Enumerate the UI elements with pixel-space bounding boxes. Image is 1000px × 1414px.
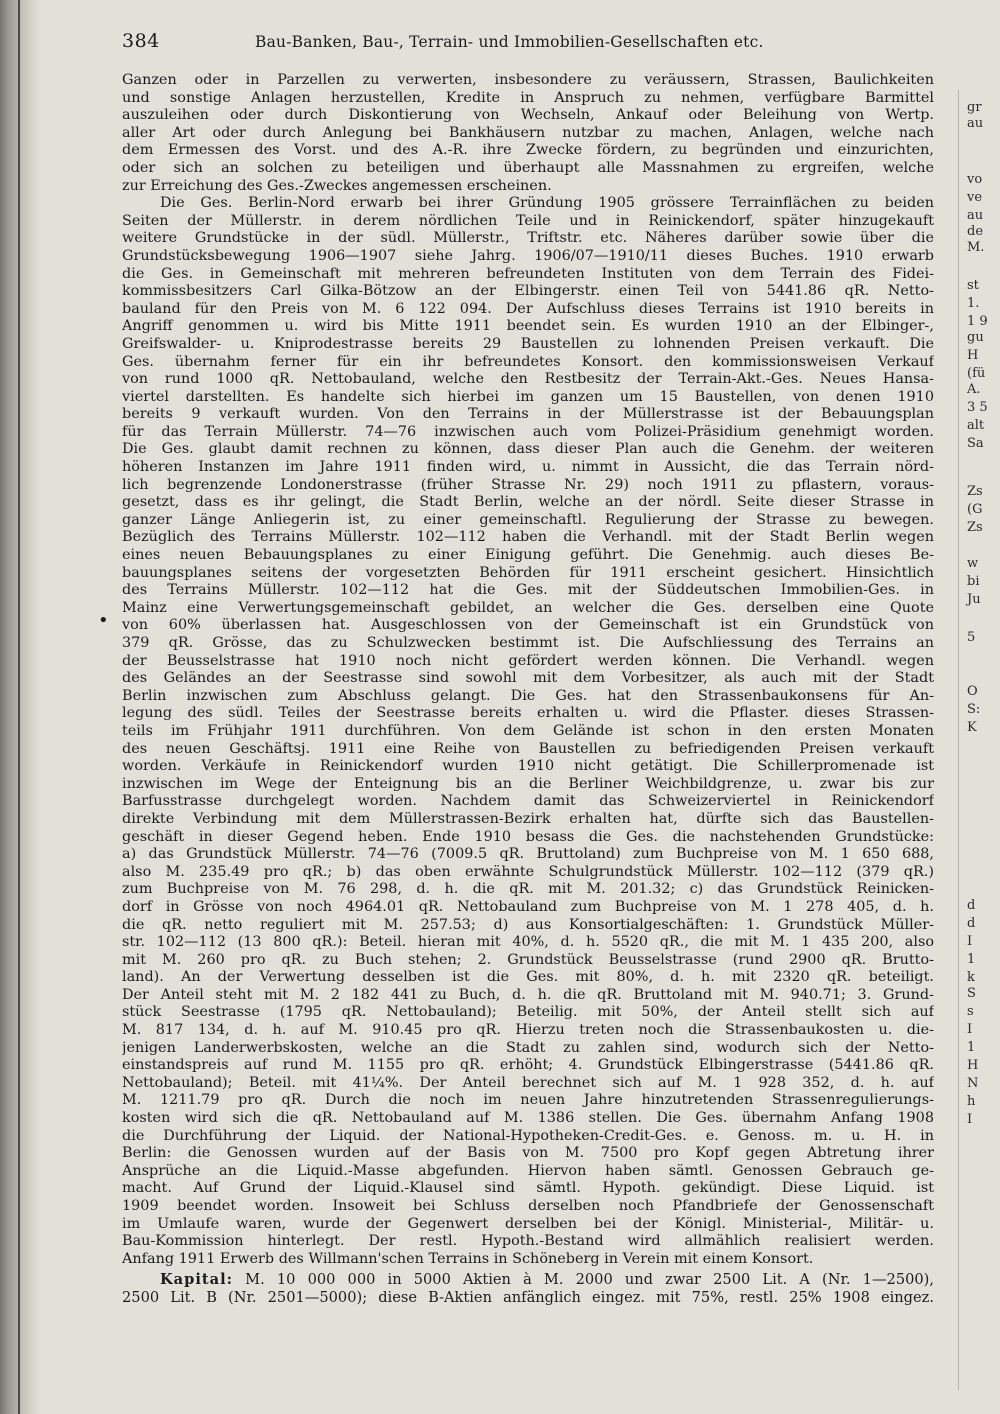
text-line: oder sich an solchen zu beteiligen und überhaupt alle Massnahmen zu ergreifen, welche (122, 159, 934, 176)
adjacent-page-fragment: ve (967, 190, 983, 205)
adjacent-page-fragment: S: (967, 702, 981, 717)
text-line: str. 102—112 (13 800 qR.): Beteil. hieran mit 40%, d. h. 5520 qR., die mit M. 1 435 200, also (122, 934, 934, 951)
adjacent-page-fragment: 1 (967, 1040, 976, 1055)
text-line: 1909 beendet worden. Insoweit bei Schluss derselben noch Pfandbriefe der Genossenschaft (122, 1198, 934, 1214)
running-title: Bau-Banken, Bau-, Terrain- und Immobilien-Gesellschaften etc. (255, 33, 764, 51)
text-line: für das Terrain Müllerstr. 74—76 inzwischen auch vom Polizei-Präsidium genehmigt worden. (122, 423, 934, 440)
text-line: dorf in Grösse von noch 4964.01 qR. Nettobauland zum Buchpreise von M. 1 278 405, d. h. (122, 898, 934, 915)
text-line: Ges. übernahm ferner für ein ihr befreundetes Konsort. den kommissionsweisen Verkauf (122, 353, 934, 370)
adjacent-page-margin (958, 90, 1000, 1390)
body-text (122, 72, 934, 1307)
text-line: einstandspreis auf rund M. 1155 pro qR. erhöht; 4. Grundstück Elbingerstrasse (5441.86 qR. (122, 1057, 934, 1074)
text-line: viertel darstellten. Es handelte sich hierbei im ganzen um 15 Baustellen, von denen 1910 (122, 388, 934, 405)
adjacent-page-fragment: w (967, 556, 979, 571)
adjacent-page-fragment: I (967, 1022, 973, 1037)
adjacent-page-fragment: au (967, 116, 984, 131)
text-line: von rund 1000 qR. Nettobauland, welche den Restbesitz der Terrain-Akt.-Ges. Neues Hansa- (122, 371, 934, 388)
adjacent-page-fragment: s (967, 1004, 974, 1019)
adjacent-page-fragment: d (967, 898, 976, 913)
adjacent-page-fragment: 5 (967, 630, 976, 645)
text-line: zum Buchpreise von M. 76 298, d. h. die qR. mit M. 201.32; c) das Grundstück Reinicken- (122, 881, 934, 898)
adjacent-page-fragment: 1 (967, 952, 976, 967)
adjacent-page-fragment: d (967, 916, 976, 931)
text-line: die Ges. in Gemeinschaft mit mehreren befreundeten Instituten von dem Terrain des Fidei- (122, 265, 934, 282)
adjacent-page-fragment: A. (967, 382, 981, 397)
adjacent-page-fragment: de (967, 224, 984, 239)
adjacent-page-fragment: O (967, 684, 978, 699)
adjacent-page-fragment: 1. (967, 296, 980, 311)
adjacent-page-fragment: 3 5 (967, 400, 988, 415)
text-line: Seiten der Müllerstr. in derem nördlichen Teile und in Reinickendorf, später hinzugekauft (122, 212, 934, 229)
text-line: Anfang 1911 Erwerb des Willmann'schen Terrains in Schöneberg in Verein mit einem Konsort. (122, 1250, 814, 1267)
text-line: der Beusselstrasse hat 1910 noch nicht gefördert werden können. Die Verhandl. wegen (122, 652, 934, 669)
text-line: M. 1211.79 pro qR. Durch die noch im neuen Jahre hinzutretenden Strassenregulierungs- (122, 1092, 934, 1109)
text-line: stück Seestrasse (1795 qR. Nettobauland); Beteilig. mit 50%, der Anteil stellt sich auf (122, 1004, 934, 1021)
text-line: des neuen Geschäftsj. 1911 eine Reihe von Baustellen zu befriedigenden Preisen verkauft (122, 740, 934, 757)
text-line: Greifswalder- u. Kniprodestrasse bereits 29 Baustellen zu lohnenden Preisen verkauft. Die (122, 335, 934, 352)
adjacent-page-fragment: Sa (967, 436, 984, 451)
adjacent-page-fragment: H (967, 348, 979, 363)
text-line: Ansprüche an die Liquid.-Masse abgefunden. Hiervon haben sämtl. Genossen Gebrauch ge- (122, 1162, 934, 1179)
adjacent-page-fragment: Ju (967, 592, 981, 607)
text-line: ganzer Länge Anliegerin ist, zu einer gemeinschaftl. Regulierung der Strasse zu bewegen. (122, 511, 934, 528)
adjacent-page-fragment: bi (967, 574, 980, 589)
adjacent-page-fragment: Zs (967, 520, 983, 535)
text-line: des Terrains Müllerstr. 102—112 hat die Ges. mit der Süddeutschen Immobilien-Ges. in (122, 582, 934, 599)
text-line: inzwischen im Wege der Enteignung bis an die Berliner Weichbildgrenze, u. zwar bis zur (122, 775, 934, 792)
text-line: Berlin: die Genossen wurden auf der Basis von M. 7500 pro Kopf gegen Abtretung ihrer (122, 1145, 934, 1162)
text-line: land). An der Verwertung desselben ist die Ges. mit 80%, d. h. mit 2320 qR. beteiligt. (122, 969, 934, 986)
page-number: 384 (122, 30, 160, 52)
text-line: geschäft in dieser Gegend heben. Ende 1910 besass die Ges. die nachstehenden Grundstücke: (122, 828, 934, 845)
text-line: Mainz eine Verwertungsgemeinschaft gebildet, an welcher die Ges. derselben eine Quote (122, 599, 934, 616)
text-line: Die Ges. Berlin-Nord erwarb bei ihrer Gründung 1905 grössere Terrainflächen zu beiden (160, 195, 934, 212)
text-line: teils im Frühjahr 1911 durchführen. Von dem Gelände ist schon in den ersten Monaten (122, 722, 934, 739)
text-line: im Umlaufe waren, wurde der Gegenwert derselben bei der Königl. Ministerial-, Militär- u. (122, 1215, 934, 1232)
text-line: höheren Instanzen im Jahre 1911 finden wird, u. nimmt in Aussicht, die das Terrain nörd- (122, 459, 934, 476)
adjacent-page-fragment: Zs (967, 484, 983, 499)
adjacent-page-fragment: I (967, 1112, 973, 1127)
text-line: a) das Grundstück Müllerstr. 74—76 (7009.5 qR. Bruttoland) zum Buchpreise von M. 1 650 688, (122, 846, 934, 863)
text-line: lich begrenzende Londonerstrasse (früher Strasse Nr. 29) noch 1911 zu pflastern, voraus- (122, 476, 934, 493)
adjacent-page-fragment: gr (967, 100, 982, 115)
adjacent-page-fragment: k (967, 970, 975, 985)
text-line: bauland für den Preis von M. 6 122 094. Der Aufschluss dieses Terrains ist 1910 bereits in (122, 300, 934, 317)
text-line: die qR. netto reguliert mit M. 257.53; d) aus Konsortialgeschäften: 1. Grundstück Müller- (122, 916, 934, 933)
text-line: die Durchführung der Liquid. der National-Hypotheken-Credit-Ges. e. Genoss. m. u. H. in (122, 1127, 934, 1144)
text-line: 379 qR. Grösse, das zu Schulzwecken bestimmt ist. Die Aufschliessung des Terrains an (122, 635, 934, 651)
text-line: direkte Verbindung mit dem Müllerstrassen-Bezirk erhalten hat, dürfte sich das Baustellen- (122, 810, 934, 827)
kapital-line (122, 1271, 934, 1289)
adjacent-page-fragment: I (967, 934, 973, 949)
adjacent-page-fragment: 1 9 (967, 314, 988, 329)
text-line: Grundstücksbewegung 1906—1907 siehe Jahrg. 1906/07—1910/11 dieses Buches. 1910 erwarb (122, 247, 934, 264)
text-line: aller Art oder durch Anlegung bei Bankhäusern nutzbar zu machen, Anlagen, welche nach (122, 124, 934, 141)
text-line: also M. 235.49 pro qR.; b) das oben erwähnte Schulgrundstück Müllerstr. 102—112 (379 qR.) (122, 863, 934, 880)
text-line: jenigen Landerwerbskosten, welche an die Stadt zu zahlen sind, wodurch sich der Netto- (122, 1039, 934, 1056)
text-line: Die Ges. glaubt damit rechnen zu können, dass dieser Plan auch die Genehm. der weiteren (122, 441, 934, 458)
text-line: mit M. 260 pro qR. zu Buch stehen; 2. Grundstück Beusselstrasse (rund 2900 qR. Brutto- (122, 951, 934, 968)
kapital-label: Kapital: (160, 1271, 234, 1289)
text-line: von 60% überlassen hat. Ausgeschlossen von der Gemeinschaft ist ein Grundstück von (122, 617, 934, 634)
adjacent-page-fragment: st (967, 278, 979, 293)
adjacent-page-fragment: h (967, 1094, 976, 1109)
text-line: Der Anteil steht mit M. 2 182 441 zu Buch, d. h. die qR. Bruttoland mit M. 940.71; 3. Grund- (122, 986, 934, 1003)
adjacent-page-fragment: (fü (967, 366, 986, 381)
text-line: gesetzt, dass es ihr gelingt, die Stadt Berlin, welche an der nördl. Seite dieser Strasse in (122, 494, 934, 511)
text-line: weitere Grundstücke in der südl. Müllerstr., Triftstr. etc. Näheres darüber sowie über die (122, 230, 934, 247)
text-line: Barfusstrasse durchgelegt worden. Nachdem damit das Schweizerviertel in Reinickendorf (122, 793, 934, 810)
adjacent-page-fragment: K (967, 720, 977, 735)
adjacent-page-fragment: (G (967, 502, 983, 517)
text-line: auszuleihen oder durch Diskontierung von Wechseln, Ankauf oder Beleihung von Wertp. (122, 107, 934, 124)
adjacent-page-fragment: S (967, 986, 976, 1001)
text-line: eines neuen Bebauungsplanes zu einer Einigung geführt. Die Genehmig. auch dieses Be- (122, 547, 934, 564)
text-line: bauungsplanes seitens der vorgesetzten Behörden für 1911 erscheint gesichert. Hinsichtlich (122, 564, 934, 581)
text-line: dem Ermessen des Vorst. und des A.-R. ihre Zwecke fördern, zu begründen und einzurichten, (122, 142, 934, 159)
text-line: Berlin inzwischen zum Abschluss gelangt. Die Ges. hat den Strassenbaukonsens für An- (122, 687, 934, 704)
text-line: legung des südl. Teiles der Seestrasse bereits erhalten u. wird die Pflaster. dieses Strassen- (122, 705, 934, 722)
text-line: kommissbesitzers Carl Gilka-Bötzow an der Elbingerstr. einen Teil von 5441.86 qR. Netto- (122, 283, 934, 300)
text-line: macht. Auf Grund der Liquid.-Klausel sind sämtl. Hypoth. gekündigt. Diese Liquid. ist (122, 1180, 934, 1197)
adjacent-page-fragment: H (967, 1058, 979, 1073)
adjacent-page-fragment: au (967, 208, 984, 223)
text-line: kosten wird sich die qR. Nettobauland auf M. 1386 stellen. Die Ges. übernahm Anfang 1908 (122, 1110, 934, 1127)
kapital-text: M. 10 000 000 in 5000 Aktien à M. 2000 und zwar 2500 Lit. A (Nr. 1—2500), (245, 1271, 934, 1289)
adjacent-page-fragment: N (967, 1076, 979, 1091)
adjacent-page-fragment: vo (967, 172, 983, 187)
print-speck: • (98, 610, 109, 631)
text-line: Angriff genommen u. wird bis Mitte 1911 beendet sein. Es wurden 1910 an der Elbinger-, (122, 318, 934, 335)
text-line: Ganzen oder in Parzellen zu verwerten, insbesondere zu veräussern, Strassen, Baulichkeiten (122, 72, 934, 88)
text-line: worden. Verkäufe in Reinickendorf wurden 1910 nicht getätigt. Die Schillerpromenade ist (122, 758, 934, 775)
adjacent-page-fragment: M. (967, 240, 985, 255)
text-line: Bau-Kommission hinterlegt. Der restl. Hypoth.-Bestand wird allmählich realisiert werden. (122, 1233, 934, 1250)
kapital-line: 2500 Lit. B (Nr. 2501—5000); diese B-Aktien anfänglich eingez. mit 75%, restl. 25% 1908 eingez. (122, 1288, 934, 1306)
adjacent-page-fragment: alt (967, 418, 985, 433)
adjacent-page-fragment: gu (967, 330, 984, 345)
text-line: und sonstige Anlagen herzustellen, Kredite in Anspruch zu nehmen, verfügbare Barmittel (122, 89, 934, 106)
text-line: Bezüglich des Terrains Müllerstr. 102—112 haben die Verhandl. mit der Stadt Berlin wegen (122, 529, 934, 546)
text-line: M. 817 134, d. h. auf M. 910.45 pro qR. Hierzu treten noch die Strassenbaukosten u. die- (122, 1022, 934, 1039)
text-line: des Geländes an der Seestrasse sind sowohl mit dem Vorbesitzer, als auch mit der Stadt (122, 670, 934, 687)
text-line: Nettobauland); Beteil. mit 41¼%. Der Anteil berechnet sich auf M. 1 928 352, d. h. auf (122, 1074, 934, 1091)
text-line: zur Erreichung des Ges.-Zweckes angemessen erscheinen. (122, 177, 552, 194)
text-line: bereits 9 verkauft wurden. Von den Terrains in der Müllerstrasse ist der Bebauungsplan (122, 406, 934, 423)
